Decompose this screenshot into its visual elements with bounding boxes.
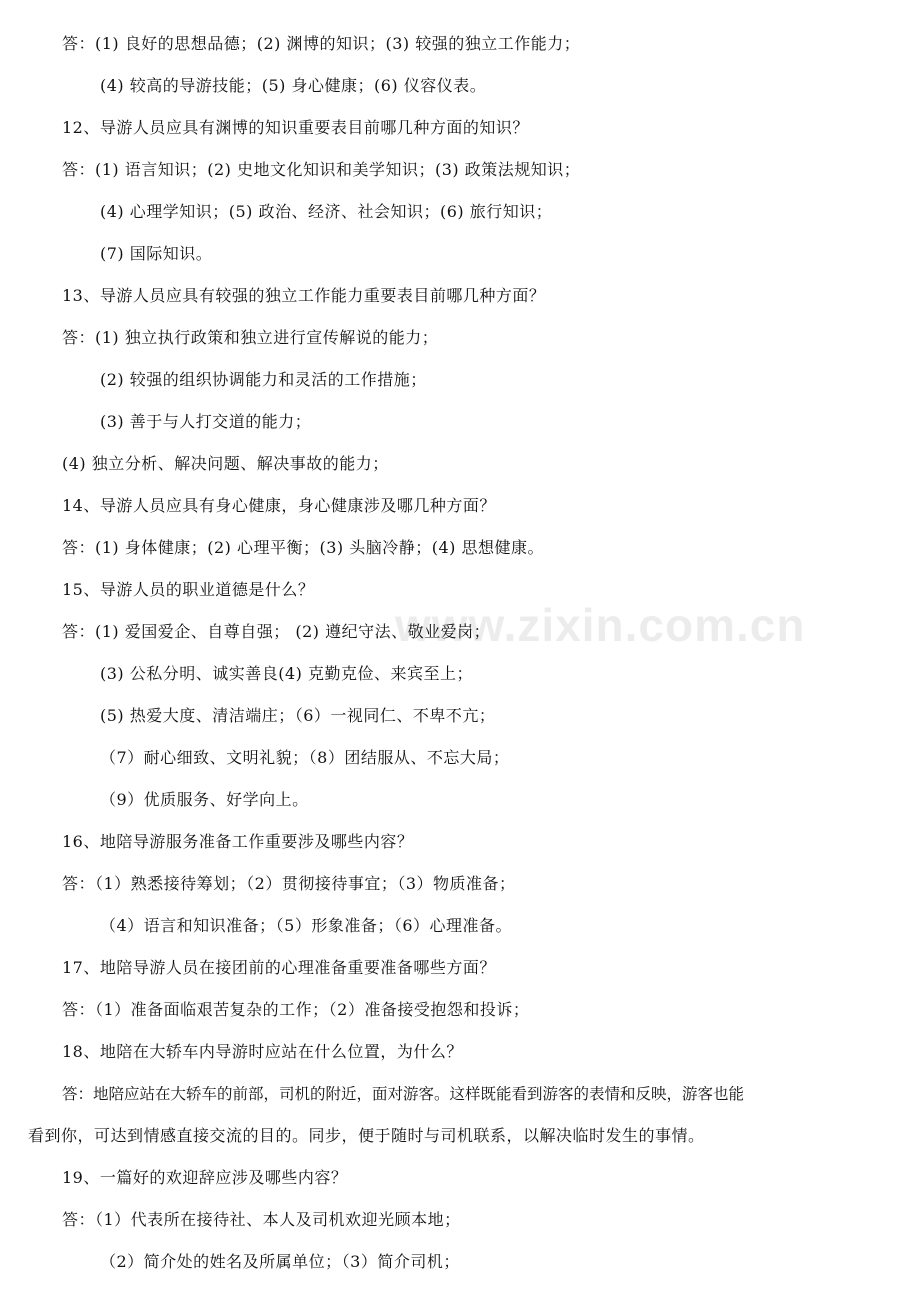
text-line: 答：（1）熟悉接待筹划；（2）贯彻接待事宜；（3）物质准备； — [62, 874, 516, 893]
text-line: (2) 较强的组织协调能力和灵活的工作措施； — [100, 370, 427, 389]
text-line: （9）优质服务、好学向上。 — [100, 790, 309, 809]
text-line: 答：(1) 身体健康；(2) 心理平衡；(3) 头脑冷静；(4) 思想健康。 — [62, 538, 545, 557]
text-line: 答：(1) 独立执行政策和独立进行宣传解说的能力； — [62, 328, 439, 347]
text-line: 答：地陪应站在大轿车的前部，司机的附近，面对游客。这样既能看到游客的表情和反映，游客也能 — [62, 1085, 745, 1103]
text-line: 答：（1）准备面临艰苦复杂的工作；（2）准备接受抱怨和投诉； — [62, 1000, 530, 1019]
question-line: 16、地陪导游服务准备工作重要涉及哪些内容？ — [62, 832, 414, 851]
text-line: （7）耐心细致、文明礼貌；（8）团结服从、不忘大局； — [100, 748, 510, 767]
text-line: 答：(1) 良好的思想品德；(2) 渊博的知识；(3) 较强的独立工作能力； — [62, 34, 581, 53]
text-line: (4) 心理学知识；(5) 政治、经济、社会知识；(6) 旅行知识； — [100, 202, 553, 221]
text-line: 答：(1) 语言知识；(2) 史地文化知识和美学知识；(3) 政策法规知识； — [62, 160, 581, 179]
question-line: 18、地陪在大轿车内导游时应站在什么位置，为什么？ — [62, 1042, 463, 1061]
question-line: 19、一篇好的欢迎辞应涉及哪些内容？ — [62, 1168, 348, 1187]
text-line: (3) 公私分明、诚实善良(4) 克勤克俭、来宾至上； — [100, 664, 474, 683]
question-line: 14、导游人员应具有身心健康，身心健康涉及哪几种方面？ — [62, 496, 496, 515]
text-line: 答：(1) 爱国爱企、自尊自强； (2) 遵纪守法、敬业爱岗； — [62, 622, 491, 641]
watermark: www.zixin.com.cn — [395, 599, 806, 651]
text-line: （2）简介处的姓名及所属单位；（3）简介司机； — [100, 1252, 460, 1271]
text-line: （4）语言和知识准备；（5）形象准备；（6）心理准备。 — [100, 916, 513, 935]
text-line: (3) 善于与人打交道的能力； — [100, 412, 312, 431]
question-line: 13、导游人员应具有较强的独立工作能力重要表目前哪几种方面？ — [62, 286, 546, 305]
text-line: (4) 独立分析、解决问题、解决事故的能力； — [62, 454, 389, 473]
question-line: 15、导游人员的职业道德是什么？ — [62, 580, 315, 599]
text-line: (4) 较高的导游技能；(5) 身心健康；(6) 仪容仪表。 — [100, 76, 487, 95]
text-line: 答：（1）代表所在接待社、本人及司机欢迎光顾本地； — [62, 1210, 461, 1229]
text-line: (7) 国际知识。 — [100, 244, 213, 263]
text-line: (5) 热爱大度、清洁端庄；（6）一视同仁、不卑不亢； — [100, 706, 496, 725]
question-line: 17、地陪导游人员在接团前的心理准备重要准备哪些方面？ — [62, 958, 496, 977]
text-line: 看到你，可达到情感直接交流的目的。同步，便于随时与司机联系，以解决临时发生的事情。 — [28, 1126, 705, 1145]
question-line: 12、导游人员应具有渊博的知识重要表目前哪几种方面的知识？ — [62, 118, 529, 137]
